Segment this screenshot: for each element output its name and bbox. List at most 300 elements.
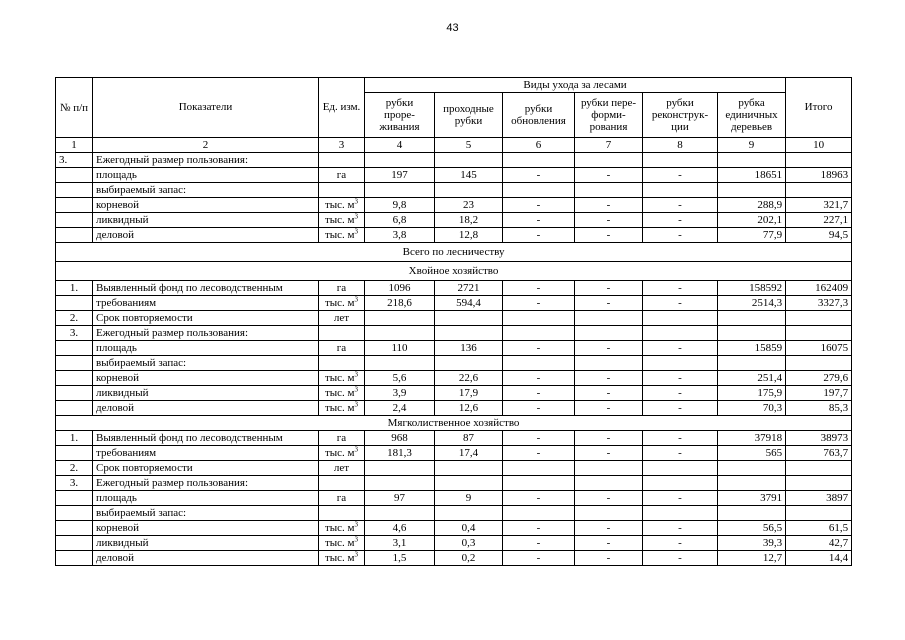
row-number xyxy=(56,168,93,183)
value-cell xyxy=(718,311,786,326)
unit-cell: лет xyxy=(319,311,365,326)
value-cell: - xyxy=(503,341,575,356)
header-indicators: Показатели xyxy=(93,78,319,138)
unit-text: тыс. м xyxy=(324,446,355,459)
value-cell: - xyxy=(503,296,575,311)
row-label: корневой xyxy=(93,371,319,386)
index-cell: 8 xyxy=(643,138,718,153)
header-unit: Ед. изм. xyxy=(319,78,365,138)
unit-superscript: 3 xyxy=(354,385,359,393)
value-cell: 594,4 xyxy=(435,296,503,311)
table-row xyxy=(56,168,852,183)
value-cell xyxy=(435,461,503,476)
table-row xyxy=(56,491,852,506)
value-cell: 18,2 xyxy=(435,213,503,228)
value-cell: - xyxy=(643,386,718,401)
value-cell: 16075 xyxy=(786,341,852,356)
value-cell: 85,3 xyxy=(786,401,852,416)
value-cell: - xyxy=(575,446,643,461)
value-cell: 136 xyxy=(435,341,503,356)
header-type: рубки обновления xyxy=(503,93,575,138)
value-cell: - xyxy=(643,198,718,213)
value-cell: - xyxy=(503,536,575,551)
value-cell xyxy=(718,326,786,341)
value-cell: - xyxy=(575,386,643,401)
header-num: № п/п xyxy=(56,78,93,138)
row-label: деловой xyxy=(93,228,319,243)
row-number: 2. xyxy=(56,311,93,326)
value-cell: 12,6 xyxy=(435,401,503,416)
row-label: Срок повторяемости xyxy=(93,461,319,476)
value-cell: 70,3 xyxy=(718,401,786,416)
table-row xyxy=(56,386,852,401)
table-row xyxy=(56,551,852,566)
value-cell: - xyxy=(643,228,718,243)
value-cell xyxy=(503,311,575,326)
value-cell: - xyxy=(643,401,718,416)
unit-text: тыс. м xyxy=(324,521,355,534)
row-label: выбираемый запас: xyxy=(93,183,319,198)
value-cell: 14,4 xyxy=(786,551,852,566)
index-cell: 6 xyxy=(503,138,575,153)
value-cell: 2,4 xyxy=(365,401,435,416)
header-type: рубки проре- живания xyxy=(365,93,435,138)
value-cell xyxy=(365,326,435,341)
value-cell xyxy=(435,311,503,326)
unit-cell xyxy=(319,228,365,243)
value-cell: - xyxy=(503,228,575,243)
value-cell: - xyxy=(643,341,718,356)
index-cell: 10 xyxy=(786,138,852,153)
value-cell: - xyxy=(643,431,718,446)
value-cell: - xyxy=(503,431,575,446)
value-cell: - xyxy=(575,491,643,506)
unit-cell xyxy=(319,326,365,341)
value-cell: 5,6 xyxy=(365,371,435,386)
value-cell: - xyxy=(503,213,575,228)
value-cell: 4,6 xyxy=(365,521,435,536)
value-cell: - xyxy=(503,551,575,566)
unit-text: тыс. м xyxy=(324,536,355,549)
table-row xyxy=(56,311,852,326)
value-cell xyxy=(503,356,575,371)
value-cell: 181,3 xyxy=(365,446,435,461)
value-cell: 2514,3 xyxy=(718,296,786,311)
row-label: корневой xyxy=(93,521,319,536)
value-cell xyxy=(503,476,575,491)
value-cell xyxy=(718,506,786,521)
table-row xyxy=(56,401,852,416)
value-cell xyxy=(786,476,852,491)
table-row xyxy=(56,281,852,296)
unit-cell: га xyxy=(319,431,365,446)
section-title: Всего по лесничеству xyxy=(56,243,852,262)
row-label: Выявленный фонд по лесоводственным xyxy=(93,281,319,296)
value-cell xyxy=(575,326,643,341)
value-cell xyxy=(718,461,786,476)
value-cell: 22,6 xyxy=(435,371,503,386)
table-row xyxy=(56,326,852,341)
index-cell: 4 xyxy=(365,138,435,153)
section-title: Мягколиственное хозяйство xyxy=(56,416,852,431)
value-cell: 145 xyxy=(435,168,503,183)
unit-cell: га xyxy=(319,281,365,296)
unit-cell: га xyxy=(319,341,365,356)
value-cell xyxy=(643,461,718,476)
value-cell: - xyxy=(575,281,643,296)
unit-text: тыс. м xyxy=(324,401,355,414)
forest-care-table xyxy=(55,77,852,566)
value-cell: 197,7 xyxy=(786,386,852,401)
value-cell: - xyxy=(575,213,643,228)
unit-cell xyxy=(319,506,365,521)
value-cell xyxy=(786,461,852,476)
value-cell xyxy=(643,506,718,521)
value-cell: - xyxy=(643,213,718,228)
unit-cell: га xyxy=(319,491,365,506)
value-cell: 17,4 xyxy=(435,446,503,461)
value-cell: - xyxy=(643,551,718,566)
row-number xyxy=(56,228,93,243)
value-cell xyxy=(575,356,643,371)
value-cell: 38973 xyxy=(786,431,852,446)
unit-superscript: 3 xyxy=(354,295,359,303)
value-cell xyxy=(718,356,786,371)
value-cell: 18651 xyxy=(718,168,786,183)
row-label: ликвидный xyxy=(93,386,319,401)
value-cell xyxy=(786,356,852,371)
value-cell: 218,6 xyxy=(365,296,435,311)
value-cell: 42,7 xyxy=(786,536,852,551)
value-cell xyxy=(786,311,852,326)
page-number: 43 xyxy=(446,22,459,34)
value-cell: - xyxy=(503,401,575,416)
unit-cell xyxy=(319,476,365,491)
value-cell xyxy=(365,476,435,491)
table-row xyxy=(56,506,852,521)
row-number xyxy=(56,386,93,401)
row-number xyxy=(56,356,93,371)
value-cell: - xyxy=(503,371,575,386)
value-cell: 77,9 xyxy=(718,228,786,243)
header-type: рубки пере- форми- рования xyxy=(575,93,643,138)
value-cell xyxy=(503,326,575,341)
value-cell: 197 xyxy=(365,168,435,183)
value-cell: 61,5 xyxy=(786,521,852,536)
value-cell: - xyxy=(575,401,643,416)
value-cell: 3,8 xyxy=(365,228,435,243)
unit-superscript: 3 xyxy=(354,550,359,558)
row-number: 1. xyxy=(56,431,93,446)
unit-superscript: 3 xyxy=(354,535,359,543)
index-row xyxy=(56,138,852,153)
row-label: корневой xyxy=(93,198,319,213)
value-cell: 3897 xyxy=(786,491,852,506)
unit-cell xyxy=(319,446,365,461)
unit-superscript: 3 xyxy=(354,445,359,453)
row-number xyxy=(56,506,93,521)
unit-cell xyxy=(319,296,365,311)
unit-superscript: 3 xyxy=(354,370,359,378)
value-cell: - xyxy=(575,296,643,311)
value-cell: 9 xyxy=(435,491,503,506)
value-cell: 0,3 xyxy=(435,536,503,551)
value-cell: 3,1 xyxy=(365,536,435,551)
value-cell: 110 xyxy=(365,341,435,356)
unit-cell: лет xyxy=(319,461,365,476)
table-row xyxy=(56,371,852,386)
row-number: 3. xyxy=(56,153,93,168)
value-cell xyxy=(435,356,503,371)
table-row xyxy=(56,153,852,168)
value-cell: - xyxy=(643,446,718,461)
value-cell: - xyxy=(575,431,643,446)
table-row xyxy=(56,228,852,243)
table-row xyxy=(56,461,852,476)
value-cell: 6,8 xyxy=(365,213,435,228)
table-row xyxy=(56,476,852,491)
row-number xyxy=(56,213,93,228)
value-cell: - xyxy=(503,521,575,536)
value-cell: 9,8 xyxy=(365,198,435,213)
value-cell: - xyxy=(503,198,575,213)
value-cell: 87 xyxy=(435,431,503,446)
index-cell: 7 xyxy=(575,138,643,153)
table-row xyxy=(56,431,852,446)
value-cell: 175,9 xyxy=(718,386,786,401)
unit-text: тыс. м xyxy=(324,551,355,564)
value-cell xyxy=(718,476,786,491)
unit-cell xyxy=(319,536,365,551)
value-cell xyxy=(365,311,435,326)
row-label: площадь xyxy=(93,341,319,356)
value-cell: - xyxy=(503,168,575,183)
value-cell xyxy=(503,461,575,476)
row-label: требованиям xyxy=(93,296,319,311)
value-cell: 15859 xyxy=(718,341,786,356)
value-cell xyxy=(643,356,718,371)
header-type: рубка единичных деревьев xyxy=(718,93,786,138)
table-row xyxy=(56,183,852,198)
value-cell xyxy=(575,311,643,326)
value-cell xyxy=(435,506,503,521)
value-cell: 968 xyxy=(365,431,435,446)
table-row xyxy=(56,521,852,536)
value-cell: - xyxy=(503,491,575,506)
unit-superscript: 3 xyxy=(354,212,359,220)
row-label: Ежегодный размер пользования: xyxy=(93,476,319,491)
value-cell: - xyxy=(503,446,575,461)
value-cell xyxy=(643,476,718,491)
value-cell: 202,1 xyxy=(718,213,786,228)
value-cell: 227,1 xyxy=(786,213,852,228)
header-row-1 xyxy=(56,78,852,93)
value-cell xyxy=(365,506,435,521)
row-number: 3. xyxy=(56,476,93,491)
header-total: Итого xyxy=(786,78,852,138)
value-cell: - xyxy=(575,536,643,551)
value-cell: 97 xyxy=(365,491,435,506)
value-cell: 0,2 xyxy=(435,551,503,566)
row-label: Ежегодный размер пользования: xyxy=(93,153,319,168)
table-row xyxy=(56,296,852,311)
row-label: Ежегодный размер пользования: xyxy=(93,326,319,341)
row-number: 3. xyxy=(56,326,93,341)
row-number: 2. xyxy=(56,461,93,476)
unit-text: тыс. м xyxy=(324,228,355,241)
value-cell: - xyxy=(575,341,643,356)
value-cell: - xyxy=(643,296,718,311)
value-cell: - xyxy=(503,281,575,296)
value-cell xyxy=(365,461,435,476)
value-cell xyxy=(435,476,503,491)
row-number: 1. xyxy=(56,281,93,296)
value-cell: - xyxy=(643,168,718,183)
unit-text: тыс. м xyxy=(324,198,355,211)
value-cell: 288,9 xyxy=(718,198,786,213)
section-row-soft xyxy=(56,416,852,431)
value-cell xyxy=(435,326,503,341)
value-cell: 251,4 xyxy=(718,371,786,386)
value-cell: - xyxy=(575,551,643,566)
section-title: Хвойное хозяйство xyxy=(56,262,852,281)
row-label: площадь xyxy=(93,491,319,506)
value-cell xyxy=(365,356,435,371)
index-cell: 9 xyxy=(718,138,786,153)
value-cell: - xyxy=(643,371,718,386)
value-cell: 94,5 xyxy=(786,228,852,243)
value-cell: - xyxy=(643,491,718,506)
row-label: площадь xyxy=(93,168,319,183)
value-cell: - xyxy=(643,521,718,536)
row-number xyxy=(56,491,93,506)
table-row xyxy=(56,356,852,371)
value-cell: 763,7 xyxy=(786,446,852,461)
value-cell: 162409 xyxy=(786,281,852,296)
table-row xyxy=(56,446,852,461)
value-cell: 3,9 xyxy=(365,386,435,401)
value-cell: 3327,3 xyxy=(786,296,852,311)
row-number xyxy=(56,371,93,386)
header-types-group: Виды ухода за лесами xyxy=(365,78,786,93)
row-number xyxy=(56,296,93,311)
header-type: проходные рубки xyxy=(435,93,503,138)
value-cell: 37918 xyxy=(718,431,786,446)
row-number xyxy=(56,401,93,416)
row-label: Выявленный фонд по лесоводственным xyxy=(93,431,319,446)
unit-superscript: 3 xyxy=(354,197,359,205)
value-cell: 18963 xyxy=(786,168,852,183)
section-row-total xyxy=(56,243,852,262)
unit-cell xyxy=(319,401,365,416)
value-cell: 2721 xyxy=(435,281,503,296)
value-cell xyxy=(503,506,575,521)
row-number xyxy=(56,446,93,461)
row-label: ликвидный xyxy=(93,536,319,551)
value-cell xyxy=(575,506,643,521)
value-cell: 17,9 xyxy=(435,386,503,401)
value-cell: - xyxy=(503,386,575,401)
value-cell: 1,5 xyxy=(365,551,435,566)
unit-cell xyxy=(319,198,365,213)
value-cell: 321,7 xyxy=(786,198,852,213)
value-cell: - xyxy=(575,521,643,536)
row-label: выбираемый запас: xyxy=(93,356,319,371)
value-cell: - xyxy=(575,228,643,243)
value-cell: 12,7 xyxy=(718,551,786,566)
value-cell xyxy=(786,326,852,341)
value-cell: 12,8 xyxy=(435,228,503,243)
unit-text: тыс. м xyxy=(324,296,355,309)
table-body xyxy=(56,153,852,566)
unit-cell xyxy=(319,356,365,371)
row-number xyxy=(56,198,93,213)
row-label: выбираемый запас: xyxy=(93,506,319,521)
row-label: деловой xyxy=(93,401,319,416)
value-cell xyxy=(786,506,852,521)
value-cell: 158592 xyxy=(718,281,786,296)
unit-superscript: 3 xyxy=(354,400,359,408)
row-label: ликвидный xyxy=(93,213,319,228)
row-label: Срок повторяемости xyxy=(93,311,319,326)
unit-cell xyxy=(319,371,365,386)
unit-cell xyxy=(319,213,365,228)
value-cell xyxy=(643,326,718,341)
unit-superscript: 3 xyxy=(354,227,359,235)
header-type: рубки реконструк- ции xyxy=(643,93,718,138)
unit-cell xyxy=(319,521,365,536)
row-number xyxy=(56,341,93,356)
value-cell: - xyxy=(643,536,718,551)
value-cell: - xyxy=(575,371,643,386)
unit-superscript: 3 xyxy=(354,520,359,528)
value-cell: 0,4 xyxy=(435,521,503,536)
row-label: требованиям xyxy=(93,446,319,461)
row-number xyxy=(56,536,93,551)
value-cell xyxy=(643,311,718,326)
table-row xyxy=(56,341,852,356)
index-cell: 5 xyxy=(435,138,503,153)
value-cell: 1096 xyxy=(365,281,435,296)
table-row xyxy=(56,198,852,213)
value-cell: 3791 xyxy=(718,491,786,506)
section-row-conifer xyxy=(56,262,852,281)
index-cell: 1 xyxy=(56,138,93,153)
table-row xyxy=(56,213,852,228)
unit-text: тыс. м xyxy=(324,371,355,384)
unit-text: тыс. м xyxy=(324,386,355,399)
value-cell: 39,3 xyxy=(718,536,786,551)
value-cell: 565 xyxy=(718,446,786,461)
index-cell: 3 xyxy=(319,138,365,153)
unit-text: тыс. м xyxy=(324,213,355,226)
unit-cell xyxy=(319,551,365,566)
unit-cell: га xyxy=(319,168,365,183)
index-cell: 2 xyxy=(93,138,319,153)
value-cell: - xyxy=(575,168,643,183)
value-cell: - xyxy=(575,198,643,213)
value-cell: 23 xyxy=(435,198,503,213)
value-cell xyxy=(575,461,643,476)
value-cell: - xyxy=(643,281,718,296)
row-number xyxy=(56,521,93,536)
table-row xyxy=(56,536,852,551)
value-cell xyxy=(575,476,643,491)
row-number xyxy=(56,551,93,566)
value-cell: 56,5 xyxy=(718,521,786,536)
unit-cell xyxy=(319,386,365,401)
value-cell: 279,6 xyxy=(786,371,852,386)
